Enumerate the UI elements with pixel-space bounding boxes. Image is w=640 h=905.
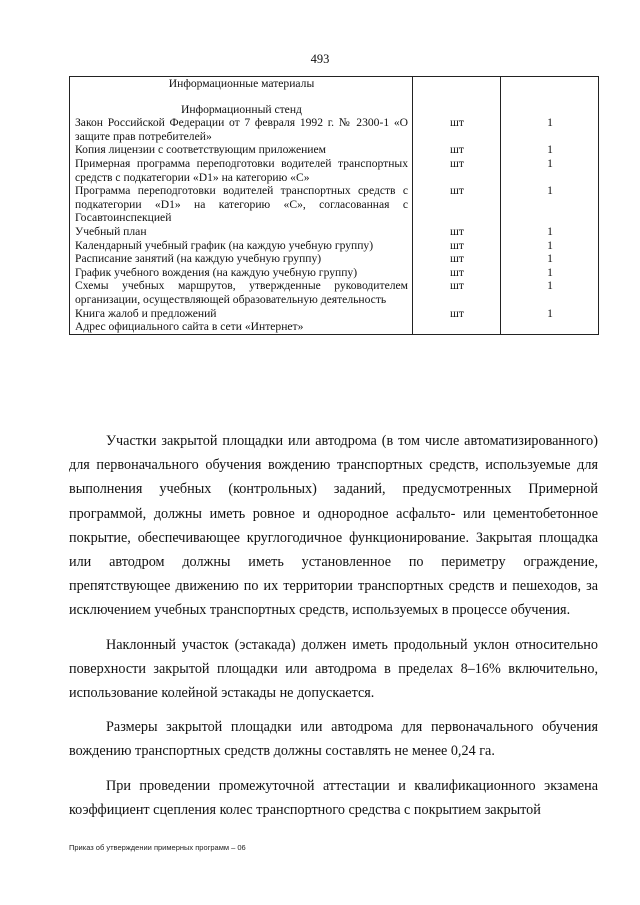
row-unit: шт [413, 184, 501, 225]
row-qty: 1 [501, 116, 599, 143]
table-heading: Информационные материалы [168, 77, 315, 90]
table-heading-row [70, 77, 599, 117]
table-row [70, 266, 599, 280]
row-qty: 1 [501, 225, 599, 239]
row-name: Закон Российской Федерации от 7 февраля 1992 г. № 2300-1 «О защите прав потребителей» [70, 116, 413, 143]
row-name: Программа переподготовки водителей транспортных средств с подкатегории «D1» на категорию «С», согласованная с Госавтоинспекцией [70, 184, 413, 225]
row-name: График учебного вождения (на каждую учебную группу) [70, 266, 413, 280]
page-number: 493 [310, 52, 330, 66]
row-name: Примерная программа переподготовки водителей транспортных средств с подкатегории «D1» на категорию «С» [70, 157, 413, 184]
row-qty [501, 320, 599, 334]
row-name: Адрес официального сайта в сети «Интернет» [70, 320, 413, 334]
row-qty: 1 [501, 307, 599, 321]
table-row [70, 184, 599, 225]
table-row [70, 279, 599, 306]
row-unit: шт [413, 239, 501, 253]
row-unit [413, 320, 501, 334]
page-footer: Приказ об утверждении примерных программ – 06 [69, 843, 246, 852]
table-heading-unit [413, 77, 501, 117]
row-unit: шт [413, 225, 501, 239]
row-qty: 1 [501, 157, 599, 184]
row-name: Расписание занятий (на каждую учебную группу) [70, 252, 413, 266]
table-row [70, 143, 599, 157]
table-row [70, 157, 599, 184]
row-unit: шт [413, 252, 501, 266]
paragraph: Участки закрытой площадки или автодрома (в том числе автоматизированного) для первоначального обучения вождению транспортных средств, используемые для выполнения учебных (контрольных) заданий, предусмотренных Примерной программой, должны иметь ровное и однородное асфальто- или цементобетонное покрытие, обеспечивающее круглогодичное функционирование. Закрытая площадка или автодром должны иметь установленное по периметру ограждение, препятствующее движению по их территории транспортных средств и пешеходов, за исключением учебных транспортных средств, используемых в процессе обучения. [69, 433, 598, 619]
row-qty: 1 [501, 279, 599, 306]
table-row [70, 225, 599, 239]
row-unit: шт [413, 143, 501, 157]
body-text [69, 429, 598, 832]
table-row [70, 307, 599, 321]
row-name: Учебный план [70, 225, 413, 239]
row-qty: 1 [501, 143, 599, 157]
row-name: Копия лицензии с соответствующим приложением [70, 143, 413, 157]
paragraph: Размеры закрытой площадки или автодрома для первоначального обучения вождению транспортных средств должны составлять не менее 0,24 га. [69, 719, 598, 760]
row-qty: 1 [501, 266, 599, 280]
table-row [70, 116, 599, 143]
row-qty: 1 [501, 239, 599, 253]
table-row [70, 239, 599, 253]
table-heading-qty [501, 77, 599, 117]
table-heading-cell [70, 77, 413, 117]
paragraph: При проведении промежуточной аттестации и квалификационного экзамена коэффициент сцепления колес транспортного средства с покрытием закрытой [69, 777, 598, 818]
row-unit: шт [413, 116, 501, 143]
row-unit: шт [413, 157, 501, 184]
table-subheading: Информационный стенд [181, 102, 302, 116]
row-name: Схемы учебных маршрутов, утвержденные руководителем организации, осуществляющей образовательную деятельность [70, 279, 413, 306]
row-name: Книга жалоб и предложений [70, 307, 413, 321]
row-qty: 1 [501, 252, 599, 266]
paragraph: Наклонный участок (эстакада) должен иметь продольный уклон относительно поверхности закрытой площадки или автодрома в пределах 8–16% включительно, использование колейной эстакады не допускается. [69, 636, 598, 702]
row-qty: 1 [501, 184, 599, 225]
table-row [70, 252, 599, 266]
row-unit: шт [413, 279, 501, 306]
row-name: Календарный учебный график (на каждую учебную группу) [70, 239, 413, 253]
materials-table [69, 76, 599, 335]
table-row [70, 320, 599, 334]
row-unit: шт [413, 307, 501, 321]
row-unit: шт [413, 266, 501, 280]
